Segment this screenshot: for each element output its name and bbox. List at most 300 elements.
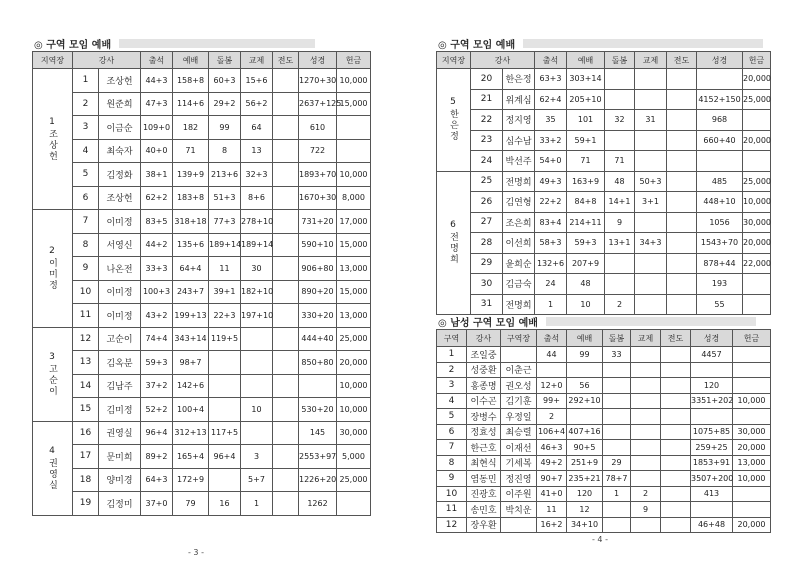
data-cell: 4152+150 xyxy=(697,89,743,110)
data-cell xyxy=(631,440,661,456)
column-header: 출석 xyxy=(141,52,173,69)
data-cell: 38+1 xyxy=(141,163,173,187)
data-cell xyxy=(273,163,299,187)
teacher-name: 조일중 xyxy=(467,347,501,363)
row-number: 9 xyxy=(73,257,99,281)
data-cell xyxy=(273,398,299,422)
data-cell: 15+6 xyxy=(241,69,273,93)
right-top-section-heading xyxy=(438,36,763,51)
data-cell: 207+9 xyxy=(567,253,605,274)
data-cell: 318+18 xyxy=(173,210,209,234)
column-header: 구역장 xyxy=(501,330,537,347)
data-cell xyxy=(691,502,733,518)
left-page-number: - 3 - xyxy=(188,548,204,557)
column-header: 강사 xyxy=(471,52,535,69)
data-cell: 214+11 xyxy=(567,212,605,233)
data-cell: 1853+91 xyxy=(691,455,733,471)
teacher-name: 김남주 xyxy=(99,374,141,398)
leader-name: 정진영 xyxy=(501,471,537,487)
teacher-name: 조은희 xyxy=(503,212,535,233)
table-row xyxy=(437,471,771,487)
district-number: 10 xyxy=(437,486,467,502)
column-header: 지역장 xyxy=(33,52,73,69)
data-cell xyxy=(733,362,771,378)
data-cell: 10,000 xyxy=(337,374,371,398)
data-cell: 30,000 xyxy=(743,212,771,233)
column-header: 전도 xyxy=(661,330,691,347)
teacher-name: 나온전 xyxy=(99,257,141,281)
data-cell: 46+3 xyxy=(537,440,567,456)
data-cell: 49+2 xyxy=(537,455,567,471)
data-cell: 12 xyxy=(567,502,603,518)
data-cell: 303+14 xyxy=(567,69,605,90)
data-cell: 99 xyxy=(209,116,241,140)
teacher-name: 전명희 xyxy=(503,294,535,315)
data-cell: 59+3 xyxy=(567,233,605,254)
data-cell xyxy=(603,424,631,440)
data-cell xyxy=(273,280,299,304)
data-cell xyxy=(273,139,299,163)
data-cell xyxy=(273,468,299,492)
district-number: 4 xyxy=(437,393,467,409)
table-row xyxy=(437,89,771,110)
data-cell xyxy=(209,468,241,492)
column-header: 지역장 xyxy=(437,52,471,69)
data-cell xyxy=(273,116,299,140)
data-cell xyxy=(631,393,661,409)
data-cell: 13,000 xyxy=(733,455,771,471)
right-top-table xyxy=(436,51,771,315)
teacher-name: 이미정 xyxy=(99,210,141,234)
data-cell: 22,000 xyxy=(743,253,771,274)
data-cell xyxy=(661,393,691,409)
row-number: 18 xyxy=(73,468,99,492)
data-cell: 530+20 xyxy=(299,398,337,422)
data-cell: 722 xyxy=(299,139,337,163)
data-cell xyxy=(661,471,691,487)
district-number: 12 xyxy=(437,517,467,533)
data-cell: 58+3 xyxy=(535,233,567,254)
data-cell xyxy=(603,378,631,394)
data-cell: 135+6 xyxy=(173,233,209,257)
row-number: 24 xyxy=(471,151,503,172)
data-cell: 20,000 xyxy=(743,130,771,151)
column-header: 강사 xyxy=(467,330,501,347)
data-cell xyxy=(733,378,771,394)
table-row xyxy=(437,362,771,378)
data-cell: 4457 xyxy=(691,347,733,363)
table-row xyxy=(33,139,371,163)
district-number: 8 xyxy=(437,455,467,471)
column-header: 교제 xyxy=(631,330,661,347)
data-cell: 1543+70 xyxy=(697,233,743,254)
teacher-name: 염동민 xyxy=(467,471,501,487)
table-row xyxy=(437,409,771,425)
data-cell: 13 xyxy=(241,139,273,163)
data-cell: 199+13 xyxy=(173,304,209,328)
teacher-name: 한은정 xyxy=(503,69,535,90)
data-cell: 96+4 xyxy=(141,421,173,445)
data-cell xyxy=(661,455,691,471)
data-cell xyxy=(209,351,241,375)
data-cell: 33+2 xyxy=(535,130,567,151)
teacher-name: 윤희순 xyxy=(503,253,535,274)
column-header: 예배 xyxy=(173,52,209,69)
column-header: 전도 xyxy=(273,52,299,69)
data-cell xyxy=(605,274,635,295)
data-cell xyxy=(635,151,667,172)
data-cell: 182 xyxy=(173,116,209,140)
teacher-name: 양미경 xyxy=(99,468,141,492)
table-row xyxy=(33,492,371,516)
teacher-name: 김연형 xyxy=(503,192,535,213)
data-cell: 30 xyxy=(241,257,273,281)
data-cell: 3 xyxy=(241,445,273,469)
data-cell xyxy=(661,440,691,456)
data-cell xyxy=(273,374,299,398)
data-cell: 30,000 xyxy=(733,424,771,440)
row-number: 22 xyxy=(471,110,503,131)
table-row xyxy=(437,151,771,172)
data-cell: 2 xyxy=(537,409,567,425)
column-header: 출석 xyxy=(535,52,567,69)
data-cell xyxy=(337,492,371,516)
data-cell: 330+20 xyxy=(299,304,337,328)
data-cell: 10,000 xyxy=(733,471,771,487)
right-bottom-table xyxy=(436,329,771,533)
data-cell: 878+44 xyxy=(697,253,743,274)
data-cell: 59+1 xyxy=(567,130,605,151)
teacher-name: 위계심 xyxy=(503,89,535,110)
column-header: 성경 xyxy=(691,330,733,347)
teacher-name: 성중환 xyxy=(467,362,501,378)
data-cell xyxy=(667,233,697,254)
table-row xyxy=(33,116,371,140)
table-row xyxy=(33,69,371,93)
row-number: 26 xyxy=(471,192,503,213)
row-number: 13 xyxy=(73,351,99,375)
row-number: 7 xyxy=(73,210,99,234)
row-number: 8 xyxy=(73,233,99,257)
data-cell: 906+80 xyxy=(299,257,337,281)
data-cell: 15,000 xyxy=(337,233,371,257)
data-cell xyxy=(733,486,771,502)
data-cell xyxy=(273,445,299,469)
data-cell: 1075+85 xyxy=(691,424,733,440)
data-cell: 12+0 xyxy=(537,378,567,394)
row-number: 23 xyxy=(471,130,503,151)
table-row xyxy=(437,233,771,254)
data-cell: 59+3 xyxy=(141,351,173,375)
data-cell xyxy=(273,257,299,281)
data-cell: 83+5 xyxy=(141,210,173,234)
table-row xyxy=(33,398,371,422)
table-row xyxy=(33,445,371,469)
data-cell xyxy=(631,471,661,487)
data-cell: 3351+202 xyxy=(691,393,733,409)
data-cell: 25,000 xyxy=(743,89,771,110)
data-cell xyxy=(605,130,635,151)
data-cell: 444+40 xyxy=(299,327,337,351)
data-cell: 48 xyxy=(567,274,605,295)
teacher-name: 최숙자 xyxy=(99,139,141,163)
data-cell: 17,000 xyxy=(337,210,371,234)
data-cell xyxy=(635,69,667,90)
teacher-name: 김금숙 xyxy=(503,274,535,295)
data-cell: 62+4 xyxy=(535,89,567,110)
data-cell: 99+ xyxy=(537,393,567,409)
data-cell xyxy=(661,378,691,394)
data-cell: 1 xyxy=(535,294,567,315)
data-cell: 120 xyxy=(567,486,603,502)
teacher-name: 정효성 xyxy=(467,424,501,440)
row-number: 30 xyxy=(471,274,503,295)
table-row xyxy=(33,233,371,257)
right-page-number: - 4 - xyxy=(592,535,608,544)
data-cell xyxy=(667,294,697,315)
teacher-name: 문미희 xyxy=(99,445,141,469)
data-cell: 77+3 xyxy=(209,210,241,234)
left-table xyxy=(32,51,371,516)
data-cell: 8+6 xyxy=(241,186,273,210)
teacher-name: 전명희 xyxy=(503,171,535,192)
data-cell: 163+9 xyxy=(567,171,605,192)
data-cell: 292+10 xyxy=(567,393,603,409)
data-cell xyxy=(273,210,299,234)
data-cell xyxy=(733,409,771,425)
data-cell xyxy=(631,424,661,440)
data-cell: 9 xyxy=(605,212,635,233)
data-cell: 165+4 xyxy=(173,445,209,469)
data-cell: 44 xyxy=(537,347,567,363)
data-cell: 20,000 xyxy=(733,440,771,456)
group-leader-cell: 3고순이 xyxy=(33,327,73,421)
data-cell: 2 xyxy=(631,486,661,502)
data-cell: 96+4 xyxy=(209,445,241,469)
data-cell xyxy=(667,89,697,110)
data-cell xyxy=(743,110,771,131)
data-cell xyxy=(635,89,667,110)
data-cell xyxy=(635,253,667,274)
table-row xyxy=(437,424,771,440)
data-cell xyxy=(667,192,697,213)
data-cell xyxy=(661,409,691,425)
data-cell: 343+14 xyxy=(173,327,209,351)
data-cell xyxy=(667,110,697,131)
data-cell: 31 xyxy=(635,110,667,131)
table-row xyxy=(33,468,371,492)
heading-bar xyxy=(546,317,756,326)
data-cell: 35 xyxy=(535,110,567,131)
column-header: 예배 xyxy=(567,330,603,347)
data-cell: 189+14 xyxy=(209,233,241,257)
column-header: 돌봄 xyxy=(209,52,241,69)
data-cell: 33+3 xyxy=(141,257,173,281)
row-number: 19 xyxy=(73,492,99,516)
data-cell: 114+6 xyxy=(173,92,209,116)
data-cell xyxy=(635,274,667,295)
data-cell xyxy=(209,398,241,422)
data-cell: 2 xyxy=(605,294,635,315)
leader-name xyxy=(501,517,537,533)
data-cell xyxy=(635,130,667,151)
table-row xyxy=(437,110,771,131)
data-cell xyxy=(631,517,661,533)
data-cell: 74+4 xyxy=(141,327,173,351)
data-cell xyxy=(697,151,743,172)
data-cell xyxy=(605,69,635,90)
data-cell: 5,000 xyxy=(337,445,371,469)
data-cell: 30,000 xyxy=(337,421,371,445)
data-cell xyxy=(603,440,631,456)
table-row xyxy=(33,163,371,187)
data-cell: 79 xyxy=(173,492,209,516)
teacher-name: 서영신 xyxy=(99,233,141,257)
data-cell xyxy=(667,69,697,90)
data-cell: 34+3 xyxy=(635,233,667,254)
right-bottom-section-heading xyxy=(438,314,756,329)
data-cell: 90+7 xyxy=(537,471,567,487)
table-row xyxy=(33,421,371,445)
teacher-name: 권영실 xyxy=(99,421,141,445)
data-cell: 197+10 xyxy=(241,304,273,328)
table-row xyxy=(437,502,771,518)
data-cell xyxy=(661,486,691,502)
data-cell xyxy=(299,374,337,398)
data-cell: 139+9 xyxy=(173,163,209,187)
row-number: 27 xyxy=(471,212,503,233)
data-cell: 119+5 xyxy=(209,327,241,351)
data-cell: 13,000 xyxy=(337,257,371,281)
data-cell xyxy=(733,347,771,363)
table-row xyxy=(437,294,771,315)
data-cell: 46+48 xyxy=(691,517,733,533)
row-number: 17 xyxy=(73,445,99,469)
data-cell: 1270+30 xyxy=(299,69,337,93)
data-cell: 10 xyxy=(241,398,273,422)
leader-name: 기세복 xyxy=(501,455,537,471)
table-row xyxy=(33,280,371,304)
data-cell: 448+10 xyxy=(697,192,743,213)
data-cell: 968 xyxy=(697,110,743,131)
table-row xyxy=(437,171,771,192)
right-top-header-row xyxy=(437,52,771,69)
data-cell: 62+2 xyxy=(141,186,173,210)
data-cell: 37+2 xyxy=(141,374,173,398)
table-row xyxy=(33,186,371,210)
data-cell: 13,000 xyxy=(337,304,371,328)
data-cell: 10,000 xyxy=(337,163,371,187)
data-cell xyxy=(537,362,567,378)
data-cell xyxy=(635,212,667,233)
data-cell: 10,000 xyxy=(337,69,371,93)
data-cell: 117+5 xyxy=(209,421,241,445)
column-header: 교제 xyxy=(635,52,667,69)
data-cell: 16 xyxy=(209,492,241,516)
group-leader-cell: 2이미정 xyxy=(33,210,73,328)
table-row xyxy=(437,212,771,233)
row-number: 14 xyxy=(73,374,99,398)
table-row xyxy=(437,455,771,471)
data-cell: 40+0 xyxy=(141,139,173,163)
data-cell: 37+0 xyxy=(141,492,173,516)
data-cell: 10,000 xyxy=(337,398,371,422)
teacher-name: 홍종명 xyxy=(467,378,501,394)
data-cell: 10,000 xyxy=(743,192,771,213)
data-cell xyxy=(733,502,771,518)
group-leader-cell: 5한은정 xyxy=(437,69,471,172)
left-section-title: ◎ 구역 모임 예배 xyxy=(34,40,112,51)
data-cell: 182+10 xyxy=(241,280,273,304)
data-cell: 20,000 xyxy=(743,233,771,254)
data-cell xyxy=(661,502,691,518)
data-cell: 109+0 xyxy=(141,116,173,140)
table-row xyxy=(437,192,771,213)
data-cell: 56 xyxy=(567,378,603,394)
row-number: 16 xyxy=(73,421,99,445)
data-cell: 52+2 xyxy=(141,398,173,422)
data-cell: 11 xyxy=(537,502,567,518)
data-cell xyxy=(661,347,691,363)
row-number: 29 xyxy=(471,253,503,274)
data-cell: 48 xyxy=(605,171,635,192)
teacher-name: 박선주 xyxy=(503,151,535,172)
table-row xyxy=(33,257,371,281)
data-cell: 5+7 xyxy=(241,468,273,492)
row-number: 2 xyxy=(73,92,99,116)
data-cell: 44+3 xyxy=(141,69,173,93)
leader-name: 권오성 xyxy=(501,378,537,394)
data-cell xyxy=(337,139,371,163)
data-cell: 29 xyxy=(603,455,631,471)
data-cell xyxy=(273,327,299,351)
data-cell: 99 xyxy=(567,347,603,363)
data-cell xyxy=(691,362,733,378)
data-cell: 100+4 xyxy=(173,398,209,422)
row-number: 25 xyxy=(471,171,503,192)
data-cell xyxy=(605,89,635,110)
right-page xyxy=(400,0,800,566)
data-cell: 34+10 xyxy=(567,517,603,533)
row-number: 6 xyxy=(73,186,99,210)
data-cell xyxy=(661,517,691,533)
data-cell: 47+3 xyxy=(141,92,173,116)
data-cell: 64+4 xyxy=(173,257,209,281)
data-cell: 51+3 xyxy=(209,186,241,210)
data-cell xyxy=(697,69,743,90)
table-row xyxy=(33,327,371,351)
data-cell: 132+6 xyxy=(535,253,567,274)
column-header: 구역 xyxy=(437,330,467,347)
data-cell: 1 xyxy=(241,492,273,516)
data-cell xyxy=(567,362,603,378)
teacher-name: 고순이 xyxy=(99,327,141,351)
data-cell xyxy=(273,186,299,210)
data-cell xyxy=(209,374,241,398)
data-cell: 610 xyxy=(299,116,337,140)
data-cell: 43+2 xyxy=(141,304,173,328)
data-cell: 33 xyxy=(603,347,631,363)
data-cell xyxy=(273,69,299,93)
row-number: 28 xyxy=(471,233,503,254)
column-header: 출석 xyxy=(537,330,567,347)
data-cell xyxy=(603,362,631,378)
teacher-name: 이미정 xyxy=(99,304,141,328)
data-cell: 15,000 xyxy=(337,92,371,116)
data-cell: 29+2 xyxy=(209,92,241,116)
teacher-name: 최현식 xyxy=(467,455,501,471)
district-number: 3 xyxy=(437,378,467,394)
